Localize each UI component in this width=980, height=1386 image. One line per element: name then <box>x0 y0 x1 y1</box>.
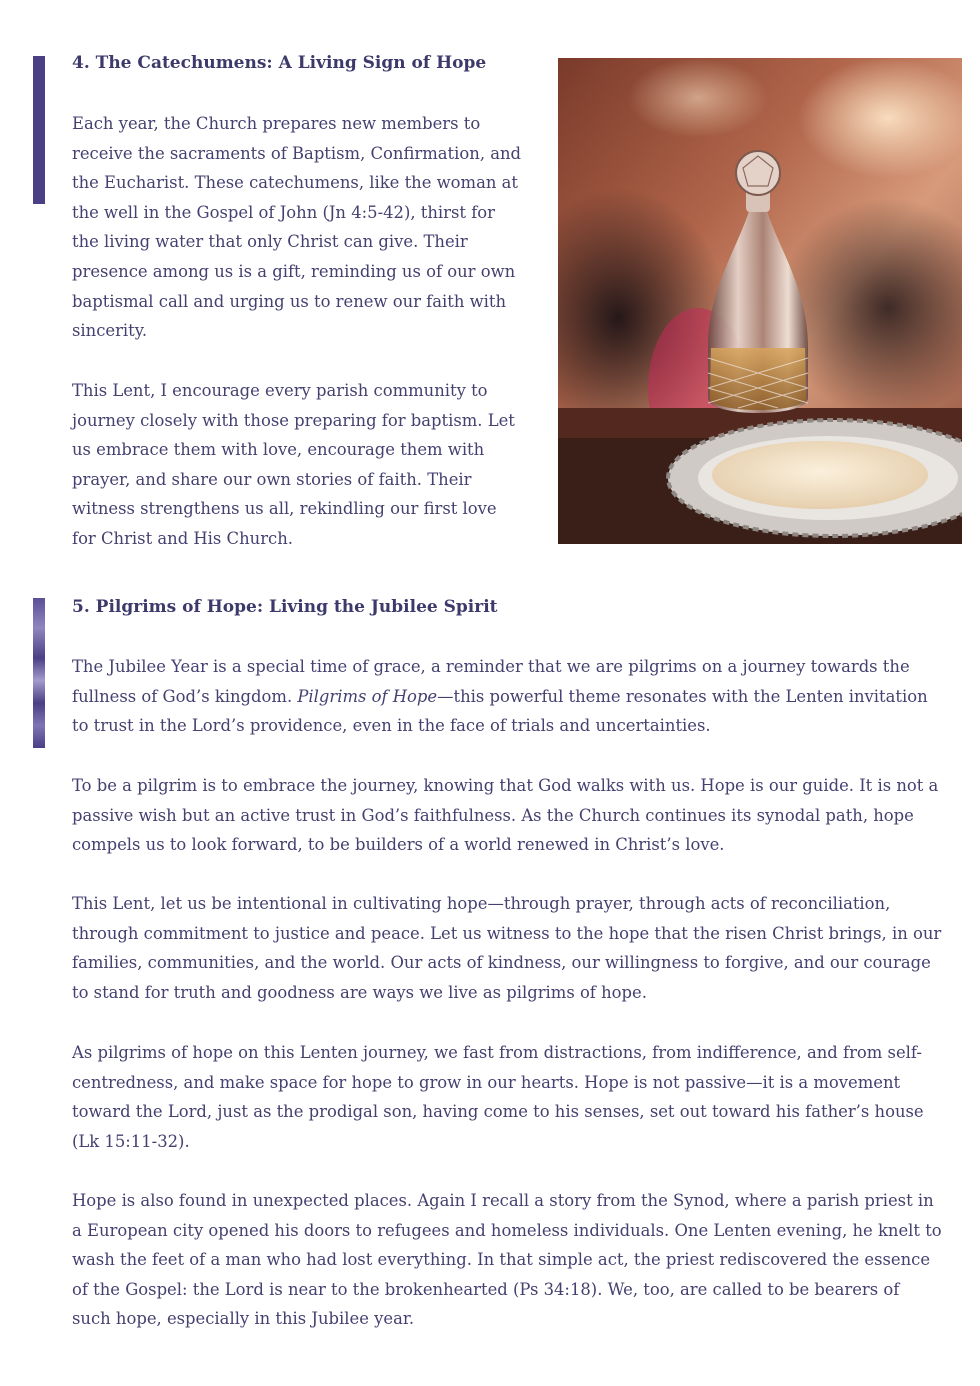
section-5-paragraph-2: To be a pilgrim is to embrace the journey, knowing that God walks with us. Hope is our guide. It is not a passive wish but an active trust in God’s faithfulness. As the Church continues its synodal path, hope compels us to look forward, to be builders of a world renewed in Christ’s love. <box>72 776 939 855</box>
section-5-paragraph-1 <box>72 652 942 741</box>
paragraph-text: The Jubilee Year is a special time of grace, a reminder that we are pilgrims on a journey towards the fullness of God’s kingdom. <box>72 657 910 706</box>
section-accent-bar <box>33 56 45 204</box>
section-5-paragraph-5: Hope is also found in unexpected places. Again I recall a story from the Synod, where a parish priest in a European city opened his doors to refugees and homeless individuals. One Lenten evening, he knelt to wash the feet of a man who had lost everything. In that simple act, the priest rediscovered the essence of the Gospel: the Lord is near to the brokenhearted (Ps 34:18). We, too, are called to be bearers of such hope, especially in this Jubilee year. <box>72 1191 942 1329</box>
section-5-paragraph-4: As pilgrims of hope on this Lenten journey, we fast from distractions, from indifference, and from self-centredness, and make space for hope to grow in our hearts. Hope is not passive—it is a movement toward the Lord, just as the prodigal son, having come to his senses, set out toward his father’s house (Lk 15:11-32). <box>72 1043 924 1151</box>
section-5-heading: 5. Pilgrims of Hope: Living the Jubilee Spirit <box>72 597 498 617</box>
paragraph-text: —this powerful theme resonates with the Lenten invitation to trust in the Lord’s providence, even in the face of trials and uncertainties. <box>72 686 928 736</box>
section-accent-bar <box>33 598 45 748</box>
section-4-heading: 4. The Catechumens: A Living Sign of Hope <box>72 53 487 73</box>
italic-theme-title: Pilgrims of Hope <box>297 686 438 706</box>
section-4-paragraph-1: Each year, the Church prepares new members to receive the sacraments of Baptism, Confirmation, and the Eucharist. These catechumens, like the woman at the well in the Gospel of John (Jn 4:5-42), thirst for the living water that only Christ can give. Their presence among us is a gift, reminding us of our own baptismal call and urging us to renew our faith with sincerity. <box>72 114 522 341</box>
section-4-paragraph-2: This Lent, I encourage every parish community to journey closely with those preparing for baptism. Let us embrace them with love, encourage them with prayer, and share our own stories of faith. Their witness strengthens us all, rekindling our first love for Christ and His Church. <box>72 381 515 548</box>
section-5-paragraph-3: This Lent, let us be intentional in cultivating hope—through prayer, through acts of reconciliation, through commitment to justice and peace. Let us witness to the hope that the risen Christ brings, in our families, communities, and the world. Our acts of kindness, our willingness to forgive, and our courage to stand for truth and goodness are ways we live as pilgrims of hope. <box>72 894 942 1002</box>
decanter-and-paten-photo <box>558 58 962 544</box>
